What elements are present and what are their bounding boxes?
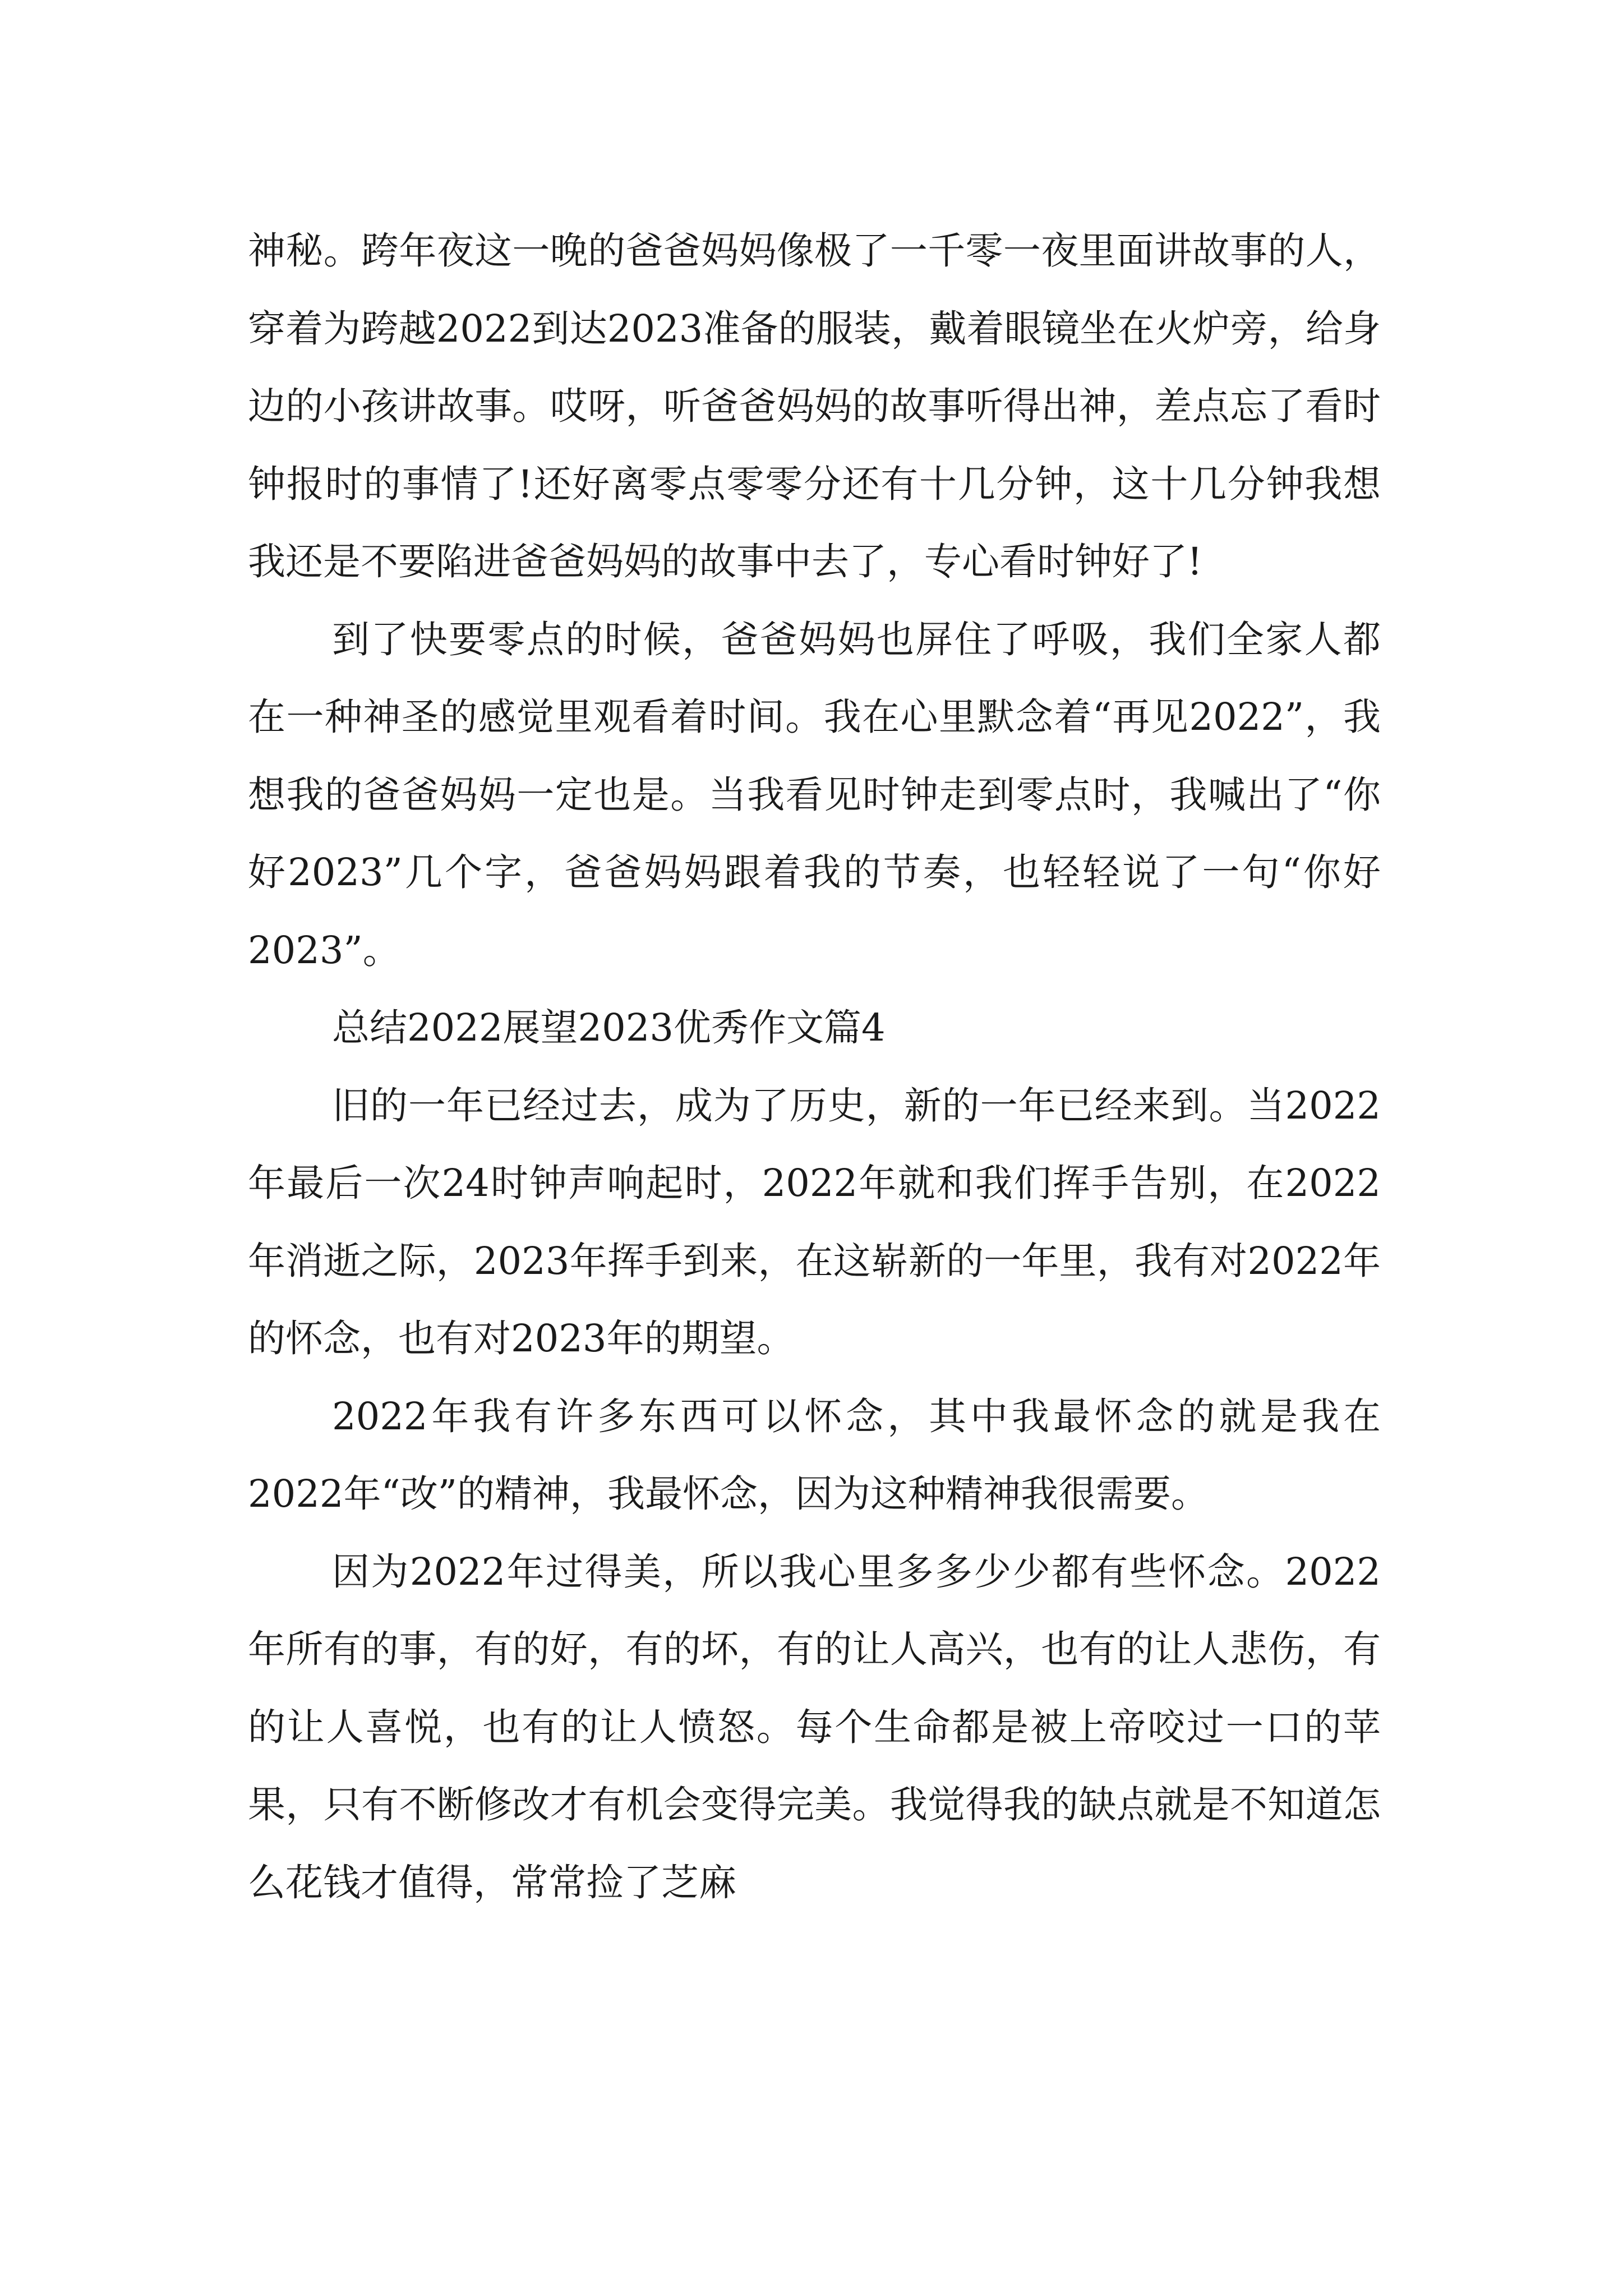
document-body [248, 212, 1381, 1921]
paragraph: 因为2022年过得美，所以我心里多多少少都有些怀念。2022年所有的事，有的好，有的坏，有的让人高兴，也有的让人悲伤，有的让人喜悦，也有的让人愤怒。每个生命都是被上帝咬过一口的苹果，只有不断修改才有机会变得完美。我觉得我的缺点就是不知道怎么花钱才值得，常常捡了芝麻 [248, 1549, 1381, 1904]
paragraph: 到了快要零点的时候，爸爸妈妈也屏住了呼吸，我们全家人都在一种神圣的感觉里观看着时间。我在心里默念着“再见2022”，我想我的爸爸妈妈一定也是。当我看见时钟走到零点时，我喊出了“你好2023”几个字，爸爸妈妈跟着我的节奏，也轻轻说了一句“你好2023”。 [248, 617, 1381, 972]
section-heading: 总结2022展望2023优秀作文篇4 [332, 1006, 886, 1050]
paragraph-continued: 神秘。跨年夜这一晚的爸爸妈妈像极了一千零一夜里面讲故事的人，穿着为跨越2022到达2023准备的服装，戴着眼镜坐在火炉旁，给身边的小孩讲故事。哎呀，听爸爸妈妈的故事听得出神，差点忘了看时钟报时的事情了!还好离零点零零分还有十几分钟，这十几分钟我想我还是不要陷进爸爸妈妈的故事中去了，专心看时钟好了! [248, 229, 1381, 583]
paragraph: 旧的一年已经过去，成为了历史，新的一年已经来到。当2022年最后一次24时钟声响起时，2022年就和我们挥手告别，在2022年消逝之际，2023年挥手到来，在这崭新的一年里，我有对2022年的怀念，也有对2023年的期望。 [248, 1083, 1381, 1360]
paragraph: 2022年我有许多东西可以怀念，其中我最怀念的就是我在2022年“改”的精神，我最怀念，因为这种精神我很需要。 [248, 1394, 1381, 1516]
